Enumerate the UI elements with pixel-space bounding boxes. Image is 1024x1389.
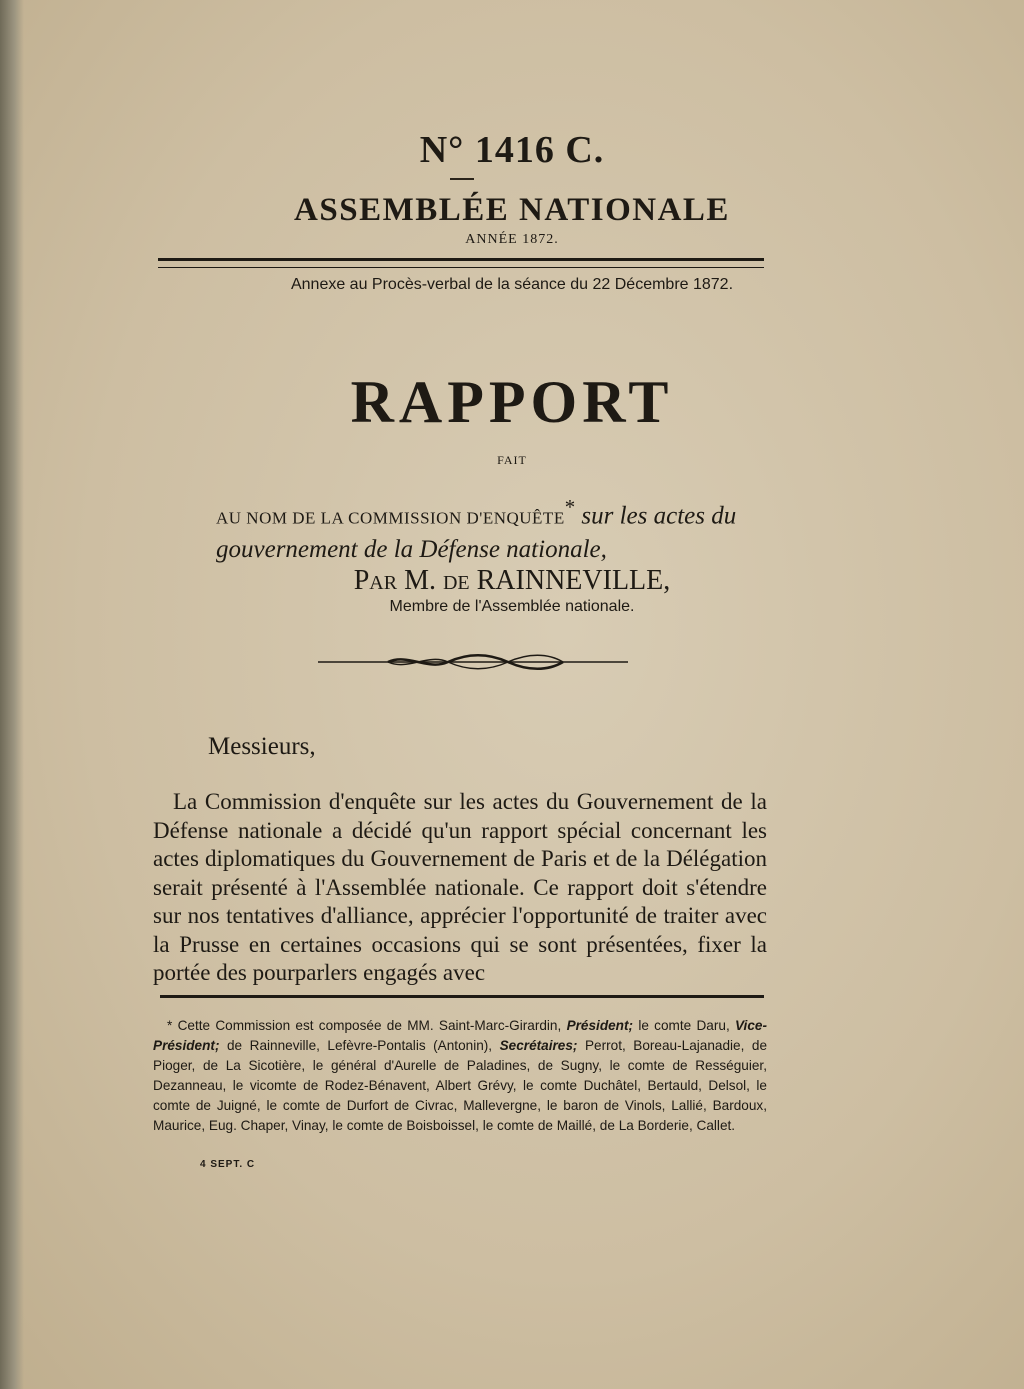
footnote-part2: le comte Daru, <box>638 1018 730 1033</box>
report-title: RAPPORT <box>350 369 674 435</box>
footnote-lead: Cette Commission est composée de MM. Saint-Marc-Girardin, <box>177 1018 562 1033</box>
header-dash <box>450 178 474 180</box>
annex-line: Annexe au Procès-verbal de la séance du 22 Décembre 1872. <box>290 276 734 293</box>
year-line: ANNÉE 1872. <box>465 232 559 247</box>
commission-line <box>216 491 776 566</box>
footnote-mark: * <box>167 1018 173 1033</box>
ornament-divider <box>318 651 628 673</box>
footnote-reference: * <box>564 495 576 519</box>
greeting: Messieurs, <box>208 733 316 760</box>
fait-label: FAIT <box>497 453 527 467</box>
author-role: Membre de l'Assemblée nationale. <box>389 598 635 615</box>
commission-prefix: AU NOM DE LA COMMISSION D'ENQUÊTE <box>216 508 565 528</box>
footnote <box>153 1016 767 1136</box>
secretaires-label: Secrétaires; <box>499 1038 578 1053</box>
document-number: N° 1416 C. <box>419 129 605 171</box>
footnote-members: Perrot, Boreau-Lajanadie, de Pioger, de La Sicotière, le général d'Aurelle de Paladines, de Sugny, le comte de Rességuier, Dezanneau, le vicomte de Rodez-Bénavent, Albert Grévy, le comte Duchâtel, Bertauld, Delsol, le comte de Juigné, le comte de Durfort de Civrac, Mallevergne, le baron de Vinols, Lallié, Bardoux, Maurice, Eug. Chaper, Vinay, le comte de Boisboissel, le comte de Maillé, de La Borderie, Callet. <box>153 1038 768 1133</box>
signature-mark: 4 SEPT. C <box>200 1159 256 1170</box>
footnote-part3: de Rainneville, Lefèvre-Pontalis (Antonin), <box>227 1038 493 1053</box>
assembly-heading: ASSEMBLÉE NATIONALE <box>294 192 730 228</box>
header-double-rule <box>158 258 764 268</box>
commission-subject: sur les actes du gouvernement de la Défense nationale, <box>216 502 737 564</box>
body-paragraph: La Commission d'enquête sur les actes du Gouvernement de la Défense nationale a décidé qu'un rapport spécial concernant les actes diplomatiques du Gouvernement de Paris et de la Délégation serait présenté à l'Assemblée nationale. Ce rapport doit s'étendre sur nos tentatives d'alliance, apprécier l'opportunité de traiter avec la Prusse en certaines occasions qui se sont présentées, fixer la portée des pourparlers engagés avec <box>153 789 767 985</box>
president-label: Président; <box>566 1018 634 1033</box>
footnote-rule <box>160 995 764 998</box>
vice-president-label: Vice-Président; <box>153 1018 767 1053</box>
author-line: Par M. de RAINNEVILLE, <box>353 565 671 596</box>
